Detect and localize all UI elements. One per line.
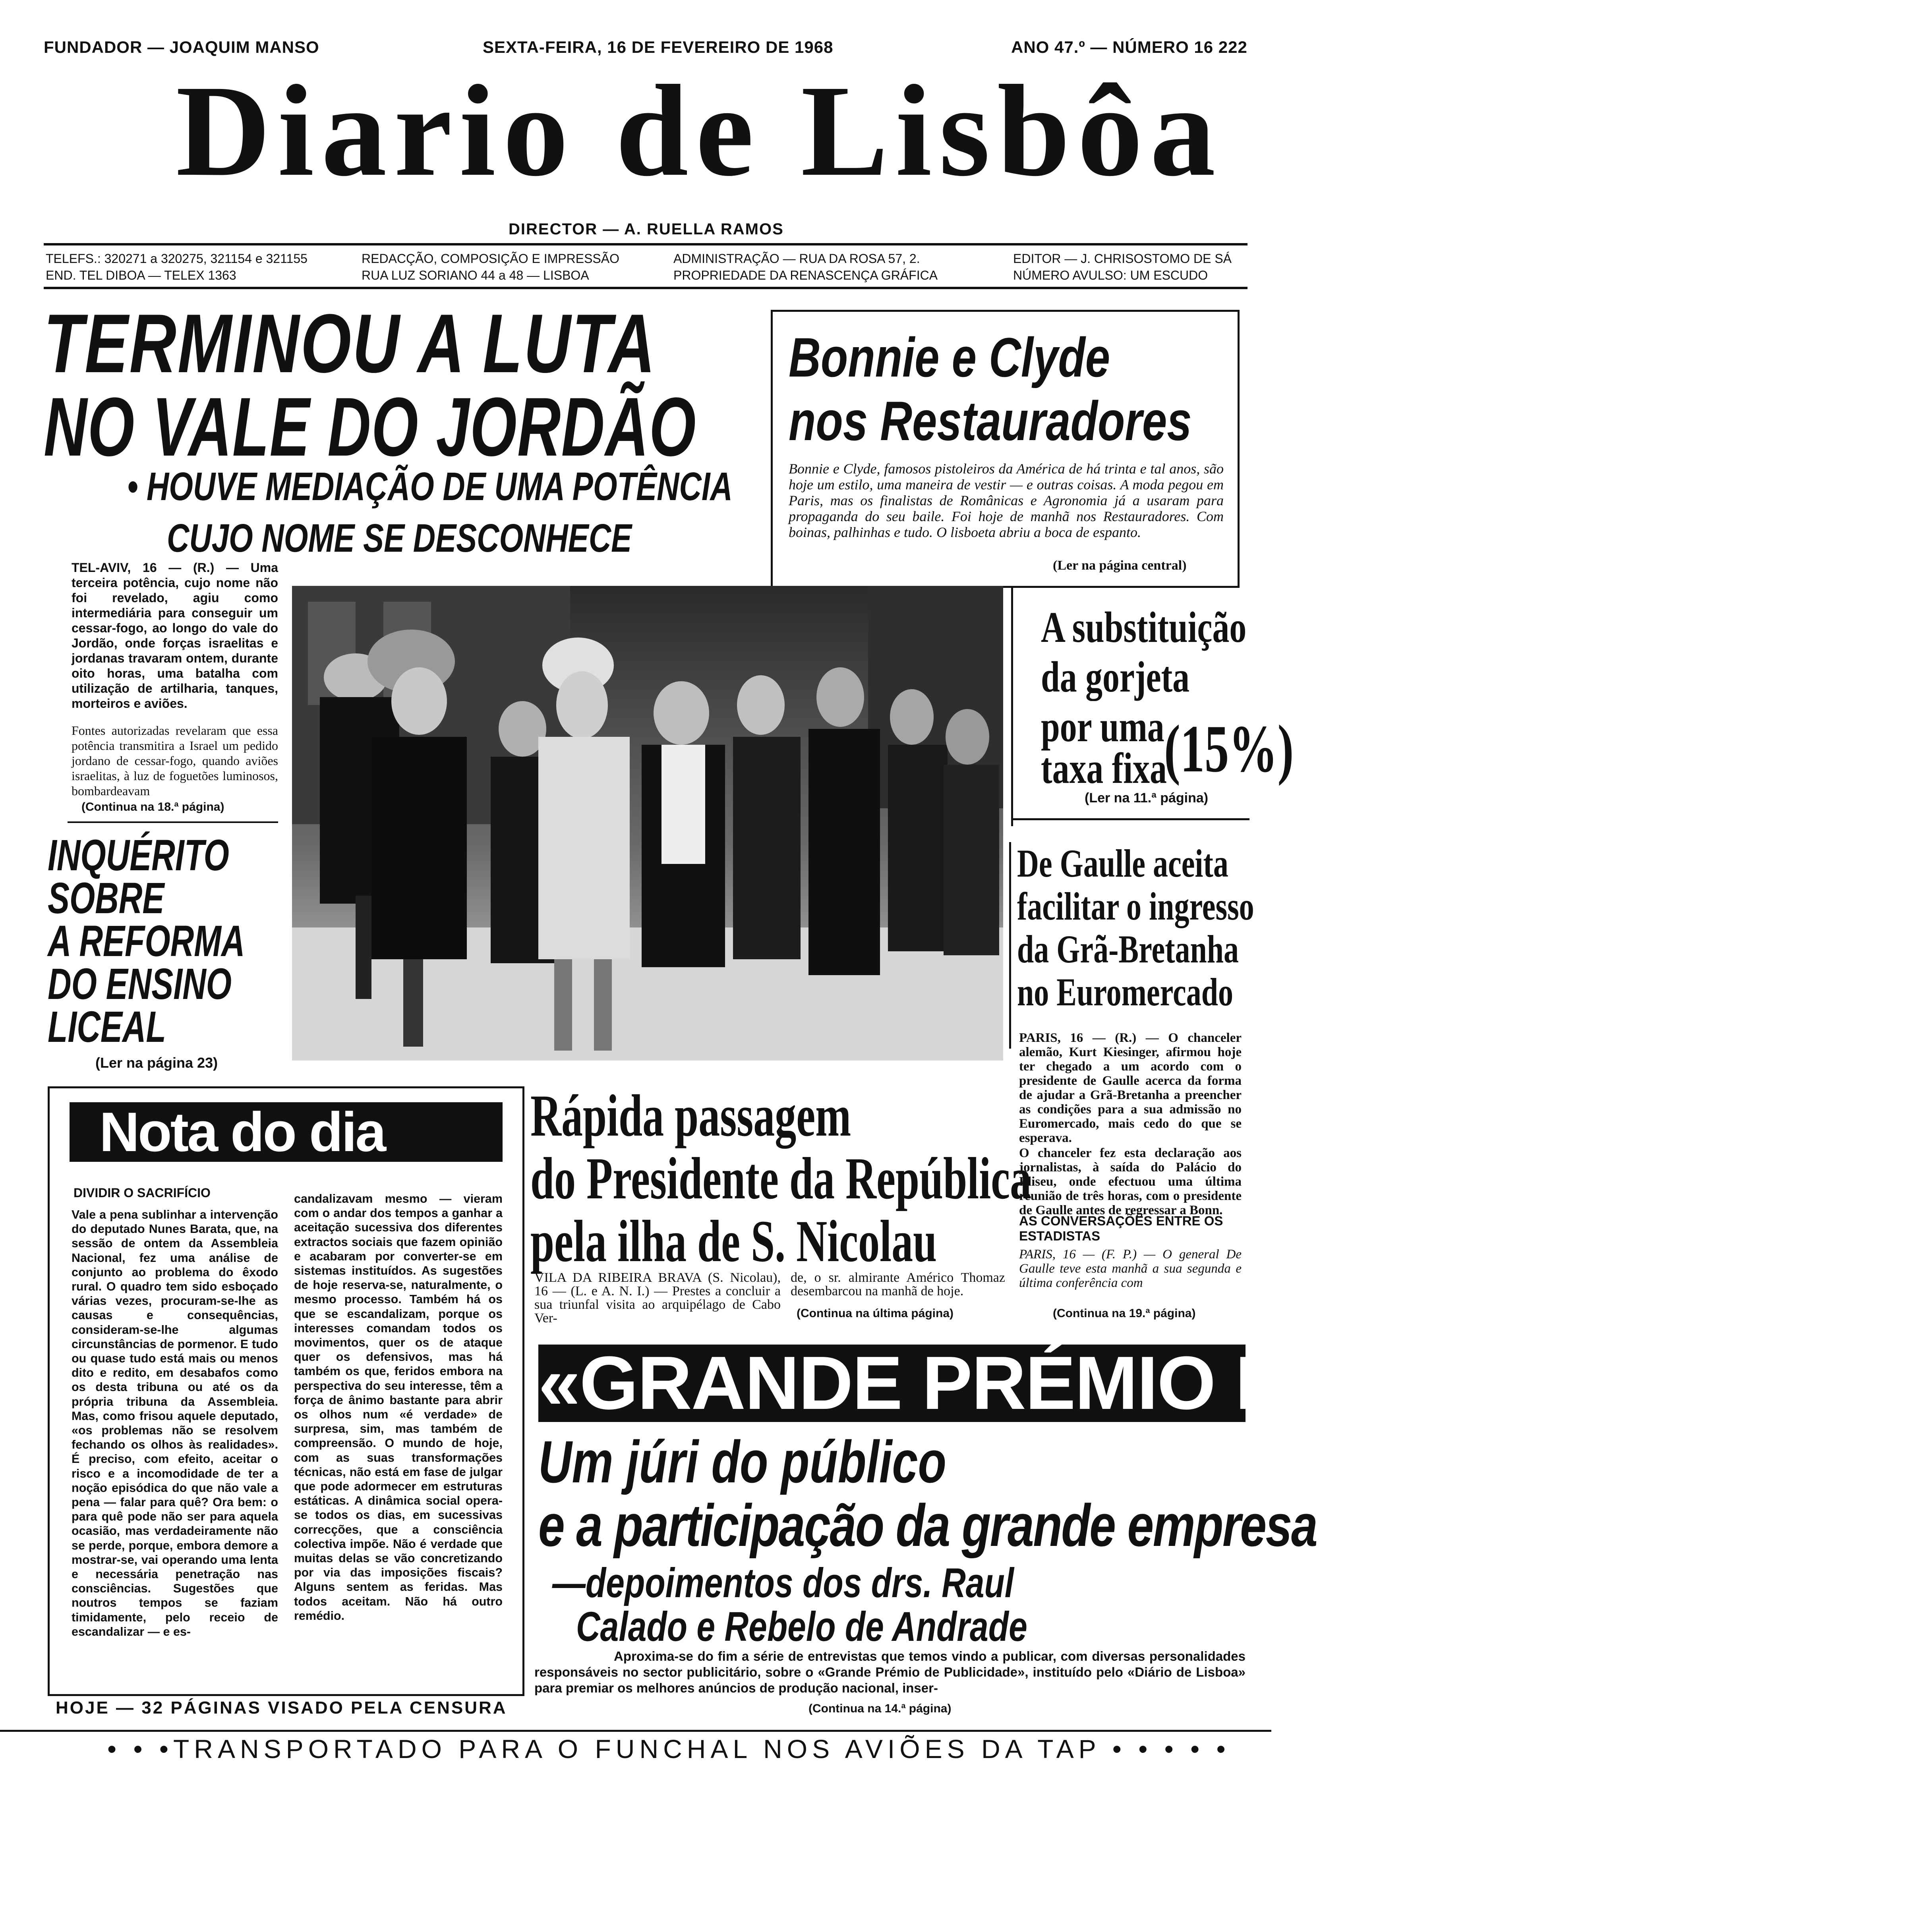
lead-rule bbox=[68, 821, 278, 823]
tap-notice: • • •TRANSPORTADO PARA O FUNCHAL NOS AVIÕES DA TAP • • • • • bbox=[107, 1734, 1230, 1764]
masthead-date: SEXTA-FEIRA, 16 DE FEVEREIRO DE 1968 bbox=[483, 38, 834, 56]
nota-title: Nota do dia bbox=[70, 1102, 503, 1162]
presidente-continuation: (Continua na última página) bbox=[797, 1307, 954, 1320]
masthead-info-4 bbox=[1013, 250, 1232, 284]
premio-continuation: (Continua na 14.ª página) bbox=[808, 1702, 952, 1715]
bonnie-headline-2: nos Restauradores bbox=[789, 390, 1192, 452]
inquerito-line: INQUÉRITO bbox=[48, 831, 229, 880]
premio-subheadline-2: Calado e Rebelo de Andrade bbox=[576, 1604, 1027, 1650]
degaulle-headline bbox=[1017, 842, 1329, 1014]
masthead-info-1 bbox=[46, 250, 308, 284]
nota-subtitle: DIVIDIR O SACRIFÍCIO bbox=[73, 1186, 211, 1200]
gorjeta-headline-2: da gorjeta bbox=[1041, 653, 1190, 701]
degaulle-line: De Gaulle aceita bbox=[1017, 841, 1228, 885]
lead-headline-2: NO VALE DO JORDÃO bbox=[44, 380, 697, 473]
info-line: END. TEL DIBOA — TELEX 1363 bbox=[46, 268, 236, 282]
presidente-line: do Presidente da República bbox=[530, 1146, 1032, 1211]
degaulle-body-2: O chanceler fez esta declaração aos jornalistas, à saída do Palácio do Eliseu, onde efectuou uma última reunião de três horas, com o presidente de Gaulle antes de regressar a Bonn. bbox=[1019, 1146, 1242, 1217]
presidente-headline bbox=[530, 1084, 1226, 1273]
info-line: TELEFS.: 320271 a 320275, 321154 e 321155 bbox=[46, 251, 308, 266]
inquerito-headline bbox=[48, 831, 311, 1051]
premio-subheadline-1: —depoimentos dos drs. Raul bbox=[552, 1560, 1014, 1606]
inquerito-line: A REFORMA bbox=[48, 917, 245, 966]
lead-subheadline-1: • HOUVE MEDIAÇÃO DE UMA POTÊNCIA bbox=[127, 464, 733, 509]
info-line: ADMINISTRAÇÃO — RUA DA ROSA 57, 2. bbox=[673, 251, 920, 266]
info-line: NÚMERO AVULSO: UM ESCUDO bbox=[1013, 268, 1208, 282]
censura-notice: HOJE — 32 PÁGINAS VISADO PELA CENSURA bbox=[56, 1698, 507, 1718]
lead-headline-1: TERMINOU A LUTA bbox=[44, 297, 657, 390]
degaulle-rule bbox=[1009, 842, 1011, 1049]
masthead-founder: FUNDADOR — JOAQUIM MANSO bbox=[44, 38, 319, 56]
info-line: RUA LUZ SORIANO 44 a 48 — LISBOA bbox=[362, 268, 589, 282]
gorjeta-headline-4: taxa fixa bbox=[1041, 744, 1167, 792]
masthead-rule-top bbox=[44, 243, 1247, 245]
info-line: EDITOR — J. CHRISOSTOMO DE SÁ bbox=[1013, 251, 1232, 266]
premio-banner: «GRANDE PRÉMIO DE PUBLICIDADE» bbox=[538, 1341, 1907, 1425]
footer-rule bbox=[0, 1730, 1271, 1732]
presidente-body-1: VILA DA RIBEIRA BRAVA (S. Nicolau), 16 — (L. e A. N. I.) — Prestes a concluir a sua triunfal visita ao arquipélago de Cabo Ver- bbox=[534, 1270, 781, 1325]
presidente-line: pela ilha de S. Nicolau bbox=[530, 1208, 937, 1274]
premio-body: Aproxima-se do fim a série de entrevistas que temos vindo a publicar, com diversas personalidades responsáveis no sector publicitário, sobre o «Grande Prémio de Publicidade», instituído pelo «Diário de Lisboa» para premiar os melhores anúncios de produção nacional, inser- bbox=[534, 1649, 1246, 1695]
masthead-issue: ANO 47.º — NÚMERO 16 222 bbox=[1011, 38, 1247, 56]
presidente-body-2: de, o sr. almirante Américo Thomaz desembarcou na manhã de hoje. bbox=[791, 1270, 1005, 1298]
gorjeta-bottom-rule bbox=[1011, 818, 1249, 820]
crowd-photo-icon bbox=[292, 586, 1003, 1061]
gorjeta-percentage: (15%) bbox=[1164, 711, 1294, 786]
degaulle-line: da Grã-Bretanha bbox=[1017, 927, 1239, 971]
inquerito-line: LICEAL bbox=[48, 1003, 166, 1051]
premio-headline-1: Um júri do público bbox=[538, 1428, 946, 1495]
premio-headline-2: e a participação da grande empresa bbox=[538, 1492, 1317, 1559]
info-line: PROPRIEDADE DA RENASCENÇA GRÁFICA bbox=[673, 268, 938, 282]
nota-column-2: candalizavam mesmo — vieram com o andar dos tempos a ganhar a aceitação sucessiva dos diferentes extractos sociais que fazem opinião e acabaram por converter-se em sistemas instituídos. As sugestões de hoje reserva-se, naturalmente, o mesmo processo. Também há os que se escandalizam, porque os interesses comandam todos os movimentos, quer os de ataque quer os defensivos, mas há também os que, feridos embora na perspectiva do seu interesse, têm a força de ânimo bastante para abrir os olhos num «é verdade» de surpresa, sim, mas também de compreensão. O mundo de hoje, com as suas transformações técnicas, não está em fase de julgar que pode adormecer em estruturas estáticas. A dinâmica social opera-se todos os dias, em sucessivas correcções, que a consciência colectiva impõe. Não é verdade que muitas delas se vão concretizando por via das imposições fiscais? Alguns sentem as feridas. Mas todos aceitam. Não há outro remédio. bbox=[294, 1192, 503, 1623]
inquerito-line: DO ENSINO bbox=[48, 960, 232, 1009]
inquerito-continuation: (Ler na página 23) bbox=[95, 1055, 218, 1071]
newspaper-title: Diario de Lisbôa bbox=[176, 58, 1223, 203]
bonnie-continuation: (Ler na página central) bbox=[1053, 558, 1187, 573]
bonnie-body: Bonnie e Clyde, famosos pistoleiros da América de há trinta e tal anos, são hoje um estilo, uma maneira de vestir — e outras coisas. A moda pegou em Paris, mas os finalistas de Românicas e Agronomia já a usaram para propaganda do seu baile. Foi hoje de manhã nos Restauradores. Com boinas, palhinhas e tudo. O lisboeta abriu a boca de espanto. bbox=[789, 461, 1224, 540]
degaulle-body-1: PARIS, 16 — (R.) — O chanceler alemão, Kurt Kiesinger, afirmou hoje ter chegado a um acordo com o presidente de Gaulle acerca da forma de ajudar a Grã-Bretanha a preencher as condições para a sua admissão no Euromercado, mais cedo do que se esperava. bbox=[1019, 1031, 1242, 1145]
gorjeta-continuation: (Ler na 11.ª página) bbox=[1085, 790, 1209, 806]
gorjeta-headline-3: por uma bbox=[1041, 702, 1164, 751]
lead-continuation: (Continua na 18.ª página) bbox=[81, 800, 224, 813]
masthead-info-3 bbox=[673, 250, 938, 284]
bonnie-headline-1: Bonnie e Clyde bbox=[789, 326, 1110, 388]
degaulle-continuation: (Continua na 19.ª página) bbox=[1053, 1307, 1196, 1320]
info-line: REDACÇÃO, COMPOSIÇÃO E IMPRESSÃO bbox=[362, 251, 619, 266]
masthead-info-2 bbox=[362, 250, 619, 284]
crowd-photo bbox=[292, 586, 1003, 1061]
degaulle-body-3: PARIS, 16 — (F. P.) — O general De Gaulle teve esta manhã a sua segunda e última conferência com bbox=[1019, 1247, 1242, 1290]
gorjeta-headline-1: A substituição bbox=[1041, 603, 1247, 651]
masthead-rule-bottom bbox=[44, 287, 1247, 289]
degaulle-subhead: AS CONVERSAÇÕES ENTRE OS ESTADISTAS bbox=[1019, 1213, 1223, 1243]
degaulle-line: facilitar o ingresso bbox=[1017, 884, 1254, 928]
inquerito-line: SOBRE bbox=[48, 874, 164, 923]
lead-subheadline-2: CUJO NOME SE DESCONHECE bbox=[167, 516, 632, 560]
nota-column-1: Vale a pena sublinhar a intervenção do deputado Nunes Barata, que, na sessão de ontem da Assembleia Nacional, fez uma análise de conjunto ao problema do êxodo rural. O quadro tem sido esboçado várias vezes, procuram-se-lhe as causas e consequências, consideram-se-lhe algumas circunstâncias de pormenor. E tudo ou quase tudo está mais ou menos dito e redito, em desabafos como os desta tribuna ou até os da própria tribuna da Assembleia. Mas, como frisou aquele deputado, «os problemas não se resolvem fechando os olhos às realidades». É preciso, com efeito, aceitar o risco e a incomodidade de ter a noção episódica do que não vale a pena — falar para quê? Ora bem: o para quê pode não ser para aquela ocasião, mas verdadeiramente não se perde, porque, embora demore a mostrar-se, vai operando uma lenta e necessária penetração nas consciências. Sugestões que noutros tempos se faziam timidamente, pelo receio de escandalizar — e es- bbox=[72, 1208, 278, 1638]
degaulle-line: no Euromercado bbox=[1017, 970, 1233, 1014]
gorjeta-rule bbox=[1011, 588, 1013, 826]
lead-body-1: TEL-AVIV, 16 — (R.) — Uma terceira potência, cujo nome não foi revelado, agiu como intermediária para conseguir um cessar-fogo, ao longo do vale do Jordão, onde forças israelitas e jordanas travaram ontem, durante oito horas, uma batalha com utilização de artilharia, tanques, morteiros e aviões. bbox=[72, 560, 278, 711]
presidente-line: Rápida passagem bbox=[530, 1083, 851, 1149]
masthead-director: DIRECTOR — A. RUELLA RAMOS bbox=[509, 220, 784, 238]
lead-body-2: Fontes autorizadas revelaram que essa potência transmitira a Israel um pedido jordano de cessar-fogo, quando aviões israelitas, à luz de foguetões luminosos, bombardeavam bbox=[72, 723, 278, 798]
